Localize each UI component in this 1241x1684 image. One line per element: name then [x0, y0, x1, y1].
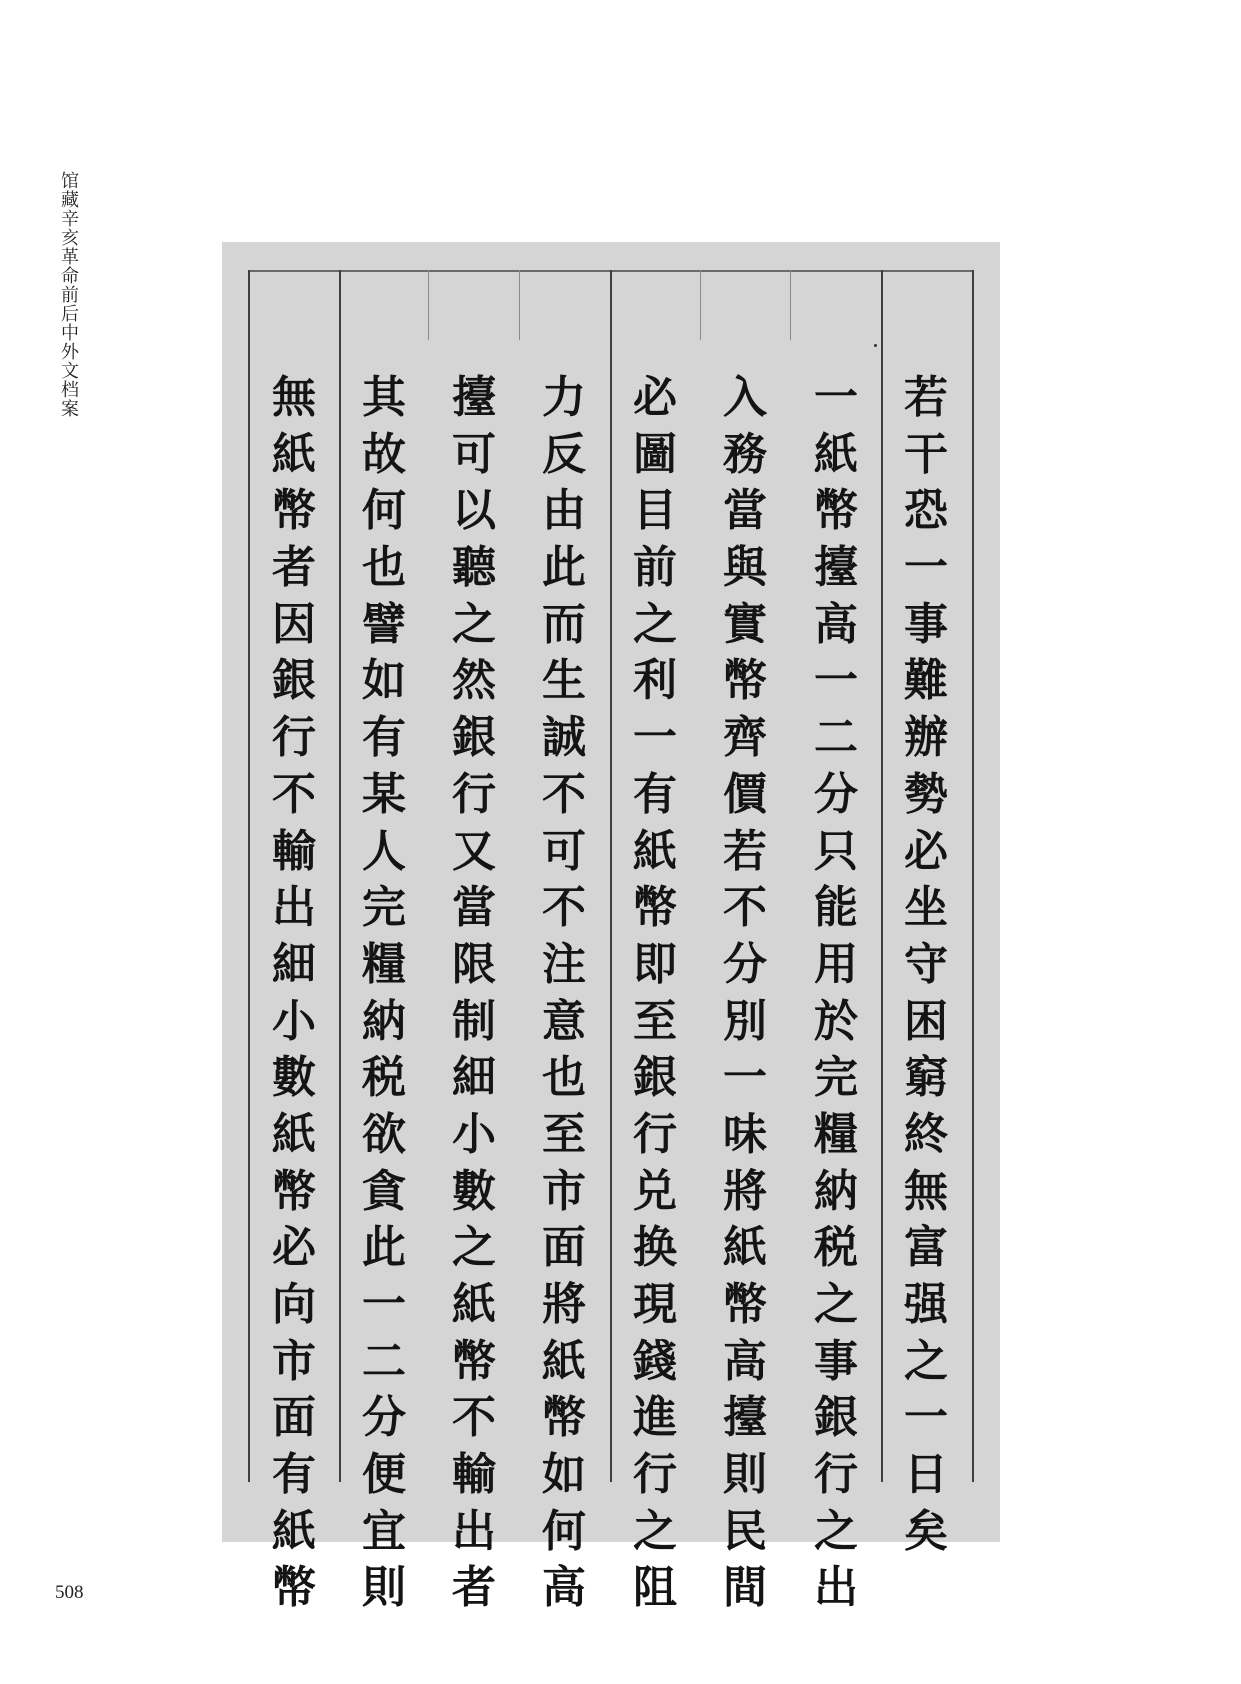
column-char: 之 — [904, 1335, 948, 1387]
column-char: 實 — [723, 598, 767, 650]
column-char: 一 — [814, 372, 858, 423]
column-char: 則 — [362, 1562, 406, 1614]
column-char: 行 — [452, 768, 496, 820]
column-char: 現 — [633, 1279, 677, 1330]
column-char: 此 — [362, 1222, 406, 1274]
column-char: 困 — [904, 995, 948, 1047]
column-char: 不 — [723, 882, 767, 934]
column-char: 當 — [723, 485, 767, 537]
column-char: 行 — [272, 712, 316, 764]
column-char: 別 — [723, 995, 767, 1047]
column-char: 銀 — [633, 1052, 677, 1104]
column-char: 若 — [904, 372, 948, 423]
column-char: 納 — [814, 1165, 858, 1217]
column-char: 注 — [542, 938, 586, 990]
column-char: 則 — [723, 1449, 767, 1501]
column-char: 幣 — [272, 485, 316, 537]
column-char: 事 — [904, 598, 948, 650]
column-char: 入 — [723, 372, 767, 423]
column-char: 幣 — [272, 1562, 316, 1614]
column-char: 坐 — [904, 882, 948, 934]
column-char: 務 — [723, 428, 767, 480]
column-char: 窮 — [904, 1052, 948, 1104]
column-char: 可 — [542, 825, 586, 877]
column-rule — [248, 270, 250, 1482]
column-char: 完 — [814, 1052, 858, 1104]
column-rule — [881, 270, 883, 1482]
column-char: 數 — [272, 1052, 316, 1104]
column-char: 價 — [723, 768, 767, 820]
column-char: 换 — [633, 1222, 677, 1274]
book-title-char: 外 — [61, 342, 79, 363]
column-char: 高 — [542, 1562, 586, 1614]
column-char: 因 — [272, 598, 316, 650]
column-char: 矣 — [904, 1505, 948, 1557]
page-number: 508 — [55, 1582, 84, 1603]
column-char: 紙 — [452, 1279, 496, 1330]
text-column — [264, 370, 324, 1617]
column-char: 之 — [814, 1279, 858, 1330]
column-char: 之 — [633, 1505, 677, 1557]
column-char: 有 — [362, 712, 406, 764]
column-char: 由 — [542, 485, 586, 537]
column-char: 進 — [633, 1392, 677, 1444]
column-char: 不 — [542, 768, 586, 820]
text-column — [806, 370, 866, 1617]
column-char: 一 — [362, 1279, 406, 1330]
book-title-char: 亥 — [61, 228, 79, 249]
text-column — [715, 370, 775, 1617]
scanned-document — [222, 242, 1000, 1614]
column-char: 勢 — [904, 768, 948, 820]
column-char: 民 — [723, 1505, 767, 1557]
column-char: 辦 — [904, 712, 948, 764]
column-char: 税 — [814, 1222, 858, 1274]
column-char: 如 — [542, 1449, 586, 1501]
column-char: 無 — [904, 1165, 948, 1217]
column-char: 必 — [633, 372, 677, 423]
column-char: 當 — [452, 882, 496, 934]
column-char: 故 — [362, 428, 406, 480]
column-char: 分 — [723, 938, 767, 990]
column-char: 幣 — [723, 655, 767, 707]
column-char: 用 — [814, 938, 858, 990]
column-char: 銀 — [272, 655, 316, 707]
column-char: 紙 — [542, 1335, 586, 1387]
column-char: 紙 — [272, 1505, 316, 1557]
column-char: 輸 — [272, 825, 316, 877]
column-char: 何 — [542, 1505, 586, 1557]
column-char: 不 — [272, 768, 316, 820]
book-title-char: 馆 — [61, 171, 79, 192]
column-char: 數 — [452, 1165, 496, 1217]
book-title-char: 命 — [61, 266, 79, 287]
column-char: 一 — [904, 542, 948, 594]
column-char: 之 — [452, 1222, 496, 1274]
text-column — [534, 370, 594, 1617]
column-char: 而 — [542, 598, 586, 650]
column-char: 也 — [362, 542, 406, 594]
column-char: 之 — [814, 1505, 858, 1557]
column-char: 幣 — [633, 882, 677, 934]
column-char: 可 — [452, 428, 496, 480]
column-char: 銀 — [814, 1392, 858, 1444]
column-char: 一 — [814, 655, 858, 707]
column-char: 其 — [362, 372, 406, 423]
column-char: 出 — [814, 1562, 858, 1614]
column-char: 圖 — [633, 428, 677, 480]
column-char: 目 — [633, 485, 677, 537]
column-char: 然 — [452, 655, 496, 707]
column-char: 紙 — [723, 1222, 767, 1274]
column-char: 行 — [814, 1449, 858, 1501]
column-char: 某 — [362, 768, 406, 820]
book-title-char: 文 — [61, 361, 79, 382]
column-char: 只 — [814, 825, 858, 877]
column-char: 擡 — [814, 542, 858, 594]
column-char: 出 — [452, 1505, 496, 1557]
column-char: 分 — [362, 1392, 406, 1444]
column-char: 納 — [362, 995, 406, 1047]
column-char: 兑 — [633, 1165, 677, 1217]
column-char: 面 — [272, 1392, 316, 1444]
column-char: 至 — [542, 1108, 586, 1160]
column-char: 細 — [272, 938, 316, 990]
column-char: 必 — [904, 825, 948, 877]
column-rule-partial — [519, 270, 520, 340]
column-char: 糧 — [814, 1108, 858, 1160]
column-char: 之 — [452, 598, 496, 650]
column-char: 紙 — [272, 1108, 316, 1160]
column-rule — [339, 270, 341, 1482]
column-char: 將 — [723, 1165, 767, 1217]
book-title-char: 革 — [61, 247, 79, 268]
column-char: 分 — [814, 768, 858, 820]
column-char: 不 — [542, 882, 586, 934]
column-char: 紙 — [633, 825, 677, 877]
column-char: 欲 — [362, 1108, 406, 1160]
column-char: 高 — [814, 598, 858, 650]
column-char: 幣 — [452, 1335, 496, 1387]
column-char: 幣 — [542, 1392, 586, 1444]
column-char: 面 — [542, 1222, 586, 1274]
column-char: 便 — [362, 1449, 406, 1501]
column-char: 細 — [452, 1052, 496, 1104]
book-title-char: 案 — [61, 399, 79, 420]
column-char: 擡 — [723, 1392, 767, 1444]
book-title-char: 后 — [61, 304, 79, 325]
column-char: 人 — [362, 825, 406, 877]
text-column — [625, 370, 685, 1617]
column-char: 宜 — [362, 1505, 406, 1557]
column-char: 前 — [633, 542, 677, 594]
column-char: 必 — [272, 1222, 316, 1274]
column-char: 有 — [272, 1449, 316, 1501]
column-char: 二 — [362, 1335, 406, 1387]
text-column — [896, 370, 956, 1560]
column-char: 向 — [272, 1279, 316, 1330]
column-char: 間 — [723, 1562, 767, 1614]
column-char: 錢 — [633, 1335, 677, 1387]
column-char: 若 — [723, 825, 767, 877]
column-char: 力 — [542, 372, 586, 423]
column-char: 生 — [542, 655, 586, 707]
column-rule-partial — [428, 270, 429, 340]
book-title-char: 藏 — [61, 190, 79, 211]
column-char: 反 — [542, 428, 586, 480]
column-char: 於 — [814, 995, 858, 1047]
column-char: 能 — [814, 882, 858, 934]
column-char: 一 — [723, 1052, 767, 1104]
column-char: 者 — [272, 542, 316, 594]
column-char: 利 — [633, 655, 677, 707]
column-char: 行 — [633, 1108, 677, 1160]
column-char: 紙 — [272, 428, 316, 480]
column-char: 此 — [542, 542, 586, 594]
column-char: 者 — [452, 1562, 496, 1614]
book-title-char: 前 — [61, 285, 79, 306]
column-char: 聽 — [452, 542, 496, 594]
book-title — [56, 172, 84, 419]
book-title-char: 辛 — [61, 209, 79, 230]
column-char: 税 — [362, 1052, 406, 1104]
column-char: 也 — [542, 1052, 586, 1104]
column-char: 出 — [272, 882, 316, 934]
column-char: 富 — [904, 1222, 948, 1274]
column-char: 何 — [362, 485, 406, 537]
column-char: 一 — [904, 1392, 948, 1444]
column-char: 紙 — [814, 428, 858, 480]
column-char: 味 — [723, 1108, 767, 1160]
text-column — [354, 370, 414, 1617]
column-char: 意 — [542, 995, 586, 1047]
column-char: 小 — [452, 1108, 496, 1160]
column-char: 守 — [904, 938, 948, 990]
column-char: 事 — [814, 1335, 858, 1387]
book-title-char: 中 — [61, 323, 79, 344]
column-char: 日 — [904, 1449, 948, 1501]
column-char: 終 — [904, 1108, 948, 1160]
column-char: 强 — [904, 1279, 948, 1330]
column-char: 以 — [452, 485, 496, 537]
column-char: 無 — [272, 372, 316, 423]
column-char: 難 — [904, 655, 948, 707]
column-char: 與 — [723, 542, 767, 594]
column-char: 之 — [633, 598, 677, 650]
column-rule-partial — [790, 270, 791, 340]
column-char: 誠 — [542, 712, 586, 764]
column-char: 二 — [814, 712, 858, 764]
column-char: 糧 — [362, 938, 406, 990]
column-char: 至 — [633, 995, 677, 1047]
column-char: 高 — [723, 1335, 767, 1387]
column-char: 不 — [452, 1392, 496, 1444]
column-char: 幣 — [723, 1279, 767, 1330]
column-char: 將 — [542, 1279, 586, 1330]
book-title-char: 档 — [61, 380, 79, 401]
column-char: 干 — [904, 428, 948, 480]
column-char: 幣 — [272, 1165, 316, 1217]
column-char: 擡 — [452, 372, 496, 423]
column-rule — [610, 270, 612, 1482]
column-char: 完 — [362, 882, 406, 934]
column-char: 即 — [633, 938, 677, 990]
column-char: 貪 — [362, 1165, 406, 1217]
column-char: 又 — [452, 825, 496, 877]
column-rule-partial — [700, 270, 701, 340]
column-char: 市 — [272, 1335, 316, 1387]
text-column — [444, 370, 504, 1617]
column-char: 小 — [272, 995, 316, 1047]
column-char: 一 — [633, 712, 677, 764]
column-char: 限 — [452, 938, 496, 990]
ink-speck — [874, 344, 877, 347]
column-char: 阻 — [633, 1562, 677, 1614]
column-char: 如 — [362, 655, 406, 707]
column-char: 銀 — [452, 712, 496, 764]
column-char: 有 — [633, 768, 677, 820]
column-char: 市 — [542, 1165, 586, 1217]
column-char: 制 — [452, 995, 496, 1047]
column-char: 輸 — [452, 1449, 496, 1501]
column-char: 行 — [633, 1449, 677, 1501]
column-char: 恐 — [904, 485, 948, 537]
column-char: 譬 — [362, 598, 406, 650]
column-rule — [972, 270, 974, 1482]
column-char: 齊 — [723, 712, 767, 764]
column-char: 幣 — [814, 485, 858, 537]
